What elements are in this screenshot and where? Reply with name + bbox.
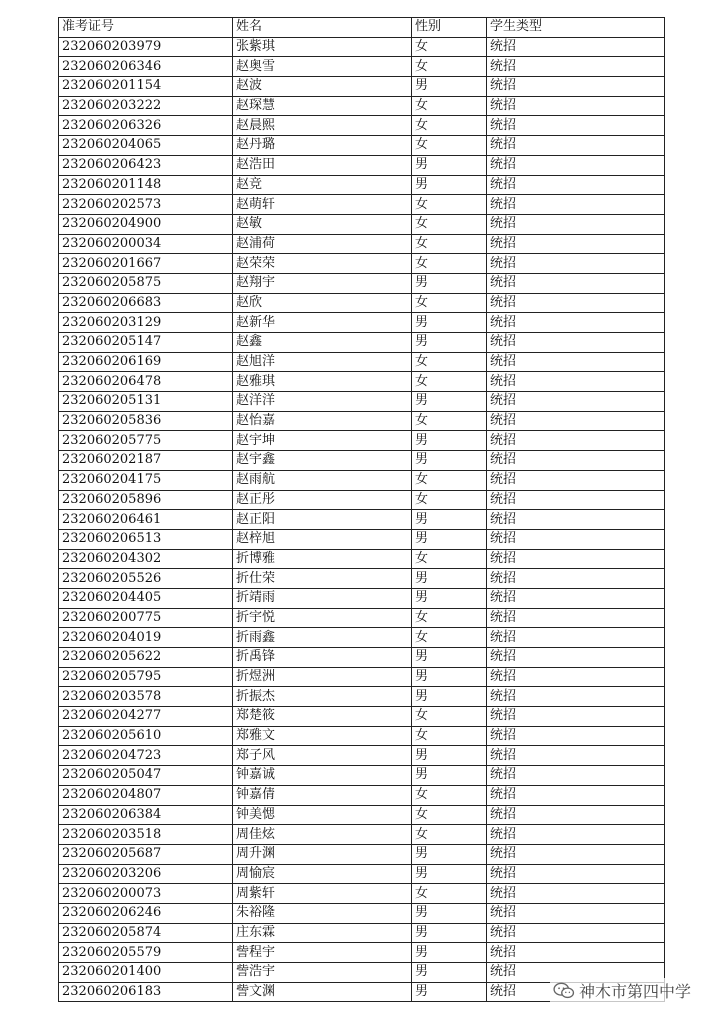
- cell-gender: 女: [412, 352, 487, 372]
- cell-student-type: 统招: [487, 549, 665, 569]
- cell-exam-id: 232060206169: [59, 352, 233, 372]
- cell-name: 赵敏: [233, 214, 412, 234]
- cell-exam-id: 232060203979: [59, 37, 233, 57]
- cell-exam-id: 232060205622: [59, 648, 233, 668]
- cell-gender: 男: [412, 451, 487, 471]
- cell-name: 折宇悦: [233, 608, 412, 628]
- cell-exam-id: 232060204405: [59, 588, 233, 608]
- cell-gender: 女: [412, 707, 487, 727]
- cell-student-type: 统招: [487, 273, 665, 293]
- cell-exam-id: 232060204900: [59, 214, 233, 234]
- cell-student-type: 统招: [487, 864, 665, 884]
- cell-gender: 女: [412, 726, 487, 746]
- cell-exam-id: 232060206423: [59, 155, 233, 175]
- table-row: [59, 943, 665, 963]
- cell-name: 赵浩田: [233, 155, 412, 175]
- cell-name: 赵竞: [233, 175, 412, 195]
- cell-student-type: 统招: [487, 608, 665, 628]
- cell-student-type: 统招: [487, 57, 665, 77]
- cell-exam-id: 232060205131: [59, 392, 233, 412]
- cell-gender: 女: [412, 785, 487, 805]
- cell-exam-id: 232060206246: [59, 903, 233, 923]
- table-row: [59, 549, 665, 569]
- cell-exam-id: 232060204175: [59, 470, 233, 490]
- cell-student-type: 统招: [487, 825, 665, 845]
- cell-gender: 男: [412, 943, 487, 963]
- cell-name: 赵雅琪: [233, 372, 412, 392]
- cell-student-type: 统招: [487, 313, 665, 333]
- cell-gender: 男: [412, 766, 487, 786]
- table-row: [59, 884, 665, 904]
- cell-exam-id: 232060206326: [59, 116, 233, 136]
- cell-gender: 男: [412, 982, 487, 1002]
- cell-student-type: 统招: [487, 155, 665, 175]
- table-header: [59, 18, 665, 38]
- table-row: [59, 785, 665, 805]
- cell-gender: 女: [412, 136, 487, 156]
- table-row: [59, 254, 665, 274]
- cell-student-type: 统招: [487, 470, 665, 490]
- cell-name: 訾文渊: [233, 982, 412, 1002]
- table-row: [59, 648, 665, 668]
- cell-name: 庄东霖: [233, 923, 412, 943]
- cell-student-type: 统招: [487, 431, 665, 451]
- cell-name: 赵荣荣: [233, 254, 412, 274]
- cell-student-type: 统招: [487, 372, 665, 392]
- cell-name: 折煜洲: [233, 667, 412, 687]
- cell-exam-id: 232060206346: [59, 57, 233, 77]
- cell-exam-id: 232060202187: [59, 451, 233, 471]
- cell-student-type: 统招: [487, 195, 665, 215]
- cell-exam-id: 232060206183: [59, 982, 233, 1002]
- cell-exam-id: 232060205687: [59, 844, 233, 864]
- table-row: [59, 746, 665, 766]
- cell-student-type: 统招: [487, 648, 665, 668]
- cell-student-type: 统招: [487, 254, 665, 274]
- cell-student-type: 统招: [487, 352, 665, 372]
- cell-exam-id: 232060204065: [59, 136, 233, 156]
- table-row: [59, 195, 665, 215]
- cell-name: 赵鑫: [233, 333, 412, 353]
- cell-student-type: 统招: [487, 116, 665, 136]
- cell-name: 赵丹璐: [233, 136, 412, 156]
- cell-exam-id: 232060201400: [59, 963, 233, 983]
- table-row: [59, 116, 665, 136]
- cell-name: 赵宇坤: [233, 431, 412, 451]
- cell-gender: 女: [412, 116, 487, 136]
- cell-student-type: 统招: [487, 903, 665, 923]
- table-row: [59, 687, 665, 707]
- table-row: [59, 136, 665, 156]
- cell-name: 赵正阳: [233, 510, 412, 530]
- header-exam-id: 准考证号: [59, 18, 233, 38]
- cell-student-type: 统招: [487, 136, 665, 156]
- cell-exam-id: 232060200073: [59, 884, 233, 904]
- cell-gender: 男: [412, 273, 487, 293]
- cell-name: 赵翔宇: [233, 273, 412, 293]
- table-row: [59, 234, 665, 254]
- cell-gender: 女: [412, 549, 487, 569]
- cell-name: 钟美愢: [233, 805, 412, 825]
- wechat-icon: [553, 982, 575, 1000]
- cell-gender: 女: [412, 884, 487, 904]
- cell-name: 周佳炫: [233, 825, 412, 845]
- cell-name: 郑子风: [233, 746, 412, 766]
- cell-gender: 男: [412, 687, 487, 707]
- cell-student-type: 统招: [487, 214, 665, 234]
- cell-name: 訾浩宇: [233, 963, 412, 983]
- cell-gender: 女: [412, 805, 487, 825]
- cell-student-type: 统招: [487, 333, 665, 353]
- cell-exam-id: 232060204019: [59, 628, 233, 648]
- cell-student-type: 统招: [487, 451, 665, 471]
- table-row: [59, 293, 665, 313]
- cell-gender: 男: [412, 510, 487, 530]
- table-row: [59, 510, 665, 530]
- cell-gender: 男: [412, 333, 487, 353]
- cell-name: 折禹锋: [233, 648, 412, 668]
- cell-student-type: 统招: [487, 805, 665, 825]
- cell-exam-id: 232060203222: [59, 96, 233, 116]
- cell-name: 张紫琪: [233, 37, 412, 57]
- cell-gender: 女: [412, 293, 487, 313]
- cell-student-type: 统招: [487, 628, 665, 648]
- cell-name: 折振杰: [233, 687, 412, 707]
- cell-exam-id: 232060205579: [59, 943, 233, 963]
- cell-student-type: 统招: [487, 785, 665, 805]
- cell-name: 赵正彤: [233, 490, 412, 510]
- cell-exam-id: 232060204277: [59, 707, 233, 727]
- cell-student-type: 统招: [487, 411, 665, 431]
- cell-student-type: 统招: [487, 667, 665, 687]
- table-row: [59, 707, 665, 727]
- cell-student-type: 统招: [487, 490, 665, 510]
- table-body: [59, 37, 665, 1002]
- cell-student-type: 统招: [487, 77, 665, 97]
- cell-exam-id: 232060200034: [59, 234, 233, 254]
- cell-student-type: 统招: [487, 588, 665, 608]
- cell-exam-id: 232060206384: [59, 805, 233, 825]
- cell-exam-id: 232060206513: [59, 529, 233, 549]
- cell-exam-id: 232060206461: [59, 510, 233, 530]
- cell-student-type: 统招: [487, 392, 665, 412]
- cell-student-type: 统招: [487, 510, 665, 530]
- cell-gender: 男: [412, 155, 487, 175]
- cell-exam-id: 232060205047: [59, 766, 233, 786]
- cell-student-type: 统招: [487, 726, 665, 746]
- table-row: [59, 805, 665, 825]
- cell-student-type: 统招: [487, 982, 665, 1002]
- cell-exam-id: 232060205610: [59, 726, 233, 746]
- cell-exam-id: 232060205875: [59, 273, 233, 293]
- cell-gender: 男: [412, 77, 487, 97]
- table-row: [59, 529, 665, 549]
- cell-name: 折雨鑫: [233, 628, 412, 648]
- cell-gender: 男: [412, 923, 487, 943]
- table-row: [59, 313, 665, 333]
- cell-student-type: 统招: [487, 963, 665, 983]
- cell-gender: 女: [412, 195, 487, 215]
- cell-name: 赵萌轩: [233, 195, 412, 215]
- table-row: [59, 155, 665, 175]
- table-row: [59, 77, 665, 97]
- cell-gender: 男: [412, 392, 487, 412]
- table-row: [59, 923, 665, 943]
- cell-gender: 女: [412, 234, 487, 254]
- cell-student-type: 统招: [487, 569, 665, 589]
- cell-exam-id: 232060205795: [59, 667, 233, 687]
- cell-exam-id: 232060205836: [59, 411, 233, 431]
- cell-name: 赵雨航: [233, 470, 412, 490]
- table-row: [59, 588, 665, 608]
- cell-gender: 女: [412, 628, 487, 648]
- cell-gender: 男: [412, 963, 487, 983]
- cell-exam-id: 232060205874: [59, 923, 233, 943]
- cell-exam-id: 232060203129: [59, 313, 233, 333]
- table-row: [59, 667, 665, 687]
- table-row: [59, 214, 665, 234]
- table-row: [59, 57, 665, 77]
- cell-exam-id: 232060203578: [59, 687, 233, 707]
- cell-student-type: 统招: [487, 175, 665, 195]
- table-row: [59, 864, 665, 884]
- cell-gender: 男: [412, 648, 487, 668]
- table-row: [59, 608, 665, 628]
- table-row: [59, 431, 665, 451]
- table-row: [59, 451, 665, 471]
- cell-exam-id: 232060203206: [59, 864, 233, 884]
- cell-student-type: 统招: [487, 884, 665, 904]
- cell-name: 赵宇鑫: [233, 451, 412, 471]
- cell-name: 周愉宸: [233, 864, 412, 884]
- cell-name: 赵欣: [233, 293, 412, 313]
- cell-student-type: 统招: [487, 293, 665, 313]
- cell-gender: 女: [412, 214, 487, 234]
- cell-gender: 男: [412, 313, 487, 333]
- cell-student-type: 统招: [487, 766, 665, 786]
- cell-gender: 男: [412, 864, 487, 884]
- cell-exam-id: 232060206478: [59, 372, 233, 392]
- cell-name: 钟嘉倩: [233, 785, 412, 805]
- table-row: [59, 470, 665, 490]
- cell-name: 郑楚筱: [233, 707, 412, 727]
- cell-student-type: 统招: [487, 746, 665, 766]
- cell-name: 赵琛慧: [233, 96, 412, 116]
- cell-exam-id: 232060201667: [59, 254, 233, 274]
- cell-gender: 男: [412, 844, 487, 864]
- student-roster-table: [58, 17, 665, 1002]
- cell-gender: 女: [412, 37, 487, 57]
- cell-gender: 男: [412, 529, 487, 549]
- cell-name: 周升渊: [233, 844, 412, 864]
- cell-exam-id: 232060205775: [59, 431, 233, 451]
- cell-exam-id: 232060201154: [59, 77, 233, 97]
- header-name: 姓名: [233, 18, 412, 38]
- table-row: [59, 766, 665, 786]
- table-row: [59, 825, 665, 845]
- cell-gender: 男: [412, 431, 487, 451]
- cell-student-type: 统招: [487, 707, 665, 727]
- cell-name: 钟嘉诚: [233, 766, 412, 786]
- table-row: [59, 96, 665, 116]
- table-row: [59, 352, 665, 372]
- cell-student-type: 统招: [487, 234, 665, 254]
- cell-exam-id: 232060201148: [59, 175, 233, 195]
- table-row: [59, 392, 665, 412]
- cell-student-type: 统招: [487, 96, 665, 116]
- cell-gender: 男: [412, 903, 487, 923]
- cell-name: 赵旭洋: [233, 352, 412, 372]
- cell-gender: 女: [412, 372, 487, 392]
- header-gender: 性别: [412, 18, 487, 38]
- cell-gender: 女: [412, 490, 487, 510]
- cell-exam-id: 232060202573: [59, 195, 233, 215]
- table-row: [59, 726, 665, 746]
- table-row: [59, 372, 665, 392]
- cell-name: 折靖雨: [233, 588, 412, 608]
- cell-name: 赵洋洋: [233, 392, 412, 412]
- cell-name: 朱裕隆: [233, 903, 412, 923]
- cell-exam-id: 232060204807: [59, 785, 233, 805]
- cell-name: 訾程宇: [233, 943, 412, 963]
- cell-exam-id: 232060206683: [59, 293, 233, 313]
- table-row: [59, 569, 665, 589]
- cell-name: 赵奥雪: [233, 57, 412, 77]
- cell-gender: 男: [412, 746, 487, 766]
- table-row: [59, 175, 665, 195]
- table-row: [59, 273, 665, 293]
- table-row: [59, 490, 665, 510]
- cell-gender: 男: [412, 569, 487, 589]
- watermark-text: 神木市第四中学: [579, 982, 692, 1001]
- cell-gender: 女: [412, 57, 487, 77]
- cell-gender: 女: [412, 96, 487, 116]
- cell-student-type: 统招: [487, 943, 665, 963]
- header-student-type: 学生类型: [487, 18, 665, 38]
- cell-gender: 男: [412, 667, 487, 687]
- header-row: [59, 18, 665, 38]
- cell-gender: 女: [412, 254, 487, 274]
- cell-name: 赵梓旭: [233, 529, 412, 549]
- cell-student-type: 统招: [487, 687, 665, 707]
- cell-name: 赵怡嘉: [233, 411, 412, 431]
- cell-exam-id: 232060204723: [59, 746, 233, 766]
- cell-exam-id: 232060203518: [59, 825, 233, 845]
- cell-student-type: 统招: [487, 923, 665, 943]
- cell-exam-id: 232060204302: [59, 549, 233, 569]
- table-row: [59, 903, 665, 923]
- table-row: [59, 411, 665, 431]
- cell-exam-id: 232060205896: [59, 490, 233, 510]
- cell-name: 赵浦荷: [233, 234, 412, 254]
- table-row: [59, 844, 665, 864]
- cell-name: 赵新华: [233, 313, 412, 333]
- cell-student-type: 统招: [487, 844, 665, 864]
- cell-student-type: 统招: [487, 529, 665, 549]
- cell-name: 折仕荣: [233, 569, 412, 589]
- cell-name: 赵波: [233, 77, 412, 97]
- cell-gender: 女: [412, 411, 487, 431]
- cell-name: 赵晨熙: [233, 116, 412, 136]
- cell-exam-id: 232060205526: [59, 569, 233, 589]
- cell-gender: 女: [412, 608, 487, 628]
- watermark: [550, 978, 694, 1003]
- cell-gender: 男: [412, 588, 487, 608]
- cell-gender: 女: [412, 825, 487, 845]
- cell-gender: 女: [412, 470, 487, 490]
- cell-student-type: 统招: [487, 37, 665, 57]
- cell-gender: 男: [412, 175, 487, 195]
- table-row: [59, 37, 665, 57]
- cell-exam-id: 232060200775: [59, 608, 233, 628]
- cell-exam-id: 232060205147: [59, 333, 233, 353]
- cell-name: 折博雅: [233, 549, 412, 569]
- table-row: [59, 628, 665, 648]
- cell-name: 郑雅文: [233, 726, 412, 746]
- cell-name: 周紫轩: [233, 884, 412, 904]
- table-row: [59, 333, 665, 353]
